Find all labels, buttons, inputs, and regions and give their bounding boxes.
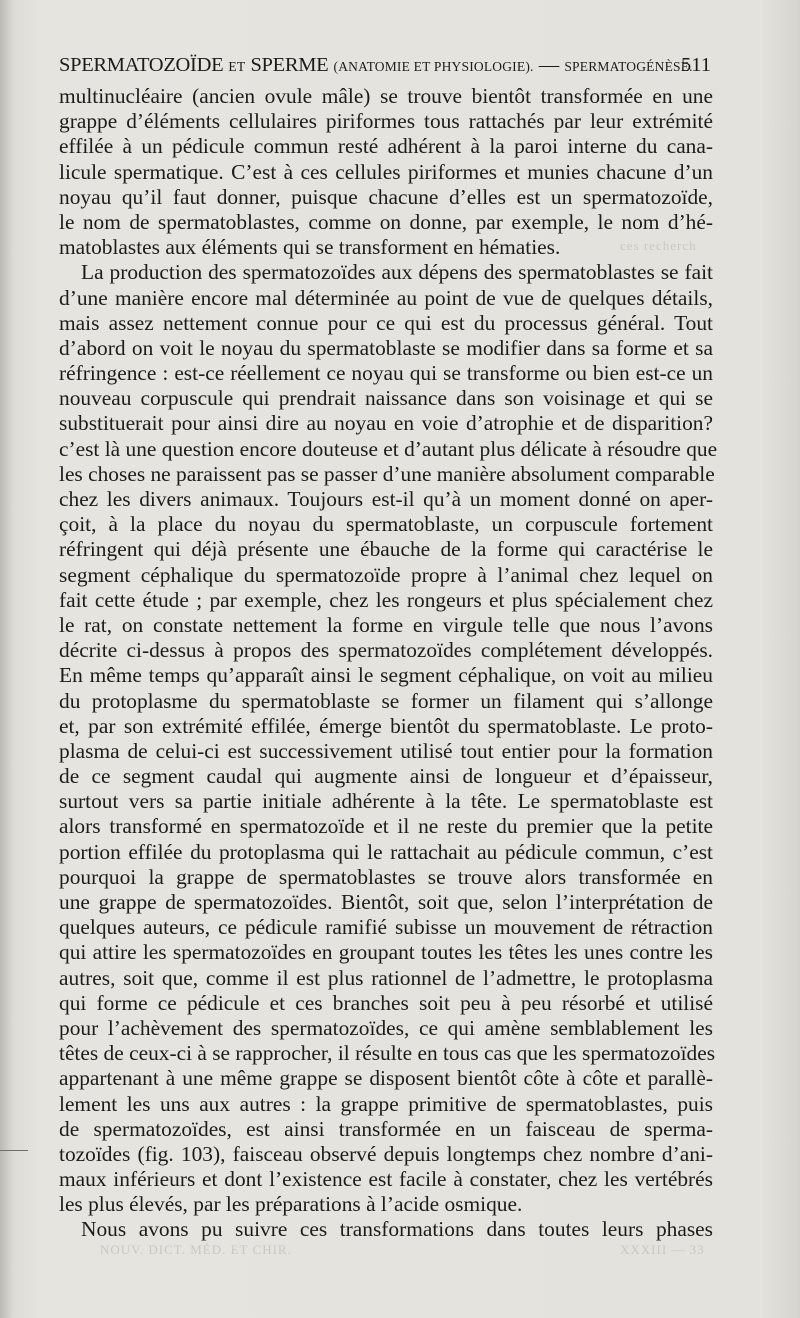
text-line: licule spermatique. C’est à ces cellules piriformes et munies chacune d’un [59,159,713,184]
text-line: têtes de ceux-ci à se rapprocher, il résulte en tous cas que les spermatozoïdes [59,1041,716,1066]
text-line: portion effilée du protoplasma qui le rattachait au pédicule commun, c’est [59,839,713,864]
text-line: maux inférieurs et dont l’existence est facile à constater, chez les vertébrés [59,1167,713,1192]
text-line: multinucléaire (ancien ovule mâle) se trouve bientôt transformée en une [59,84,713,108]
text-line: grappe d’éléments cellulaires piriformes tous rattachés par leur extrémité [59,109,713,134]
text-line: d’une manière encore mal déterminée au point de vue de quelques détails, [59,285,713,310]
text-line: du protoplasme du spermatoblaste se former un filament qui s’allonge [59,688,713,713]
text-line: effilée à un pédicule commun resté adhérent à la paroi interne du cana- [59,134,713,159]
header-title-part2: SPERME [250,54,329,76]
text-line: Nous avons pu suivre ces transformations dans toutes leurs phases [81,1217,713,1242]
text-line: une grappe de spermatozoïdes. Bientôt, soit que, selon l’interprétation de [59,890,713,914]
text-line: autres, soit que, comme il est plus rationnel de l’admettre, le protoplasma [59,965,713,990]
text-line: qui attire les spermatozoïdes en groupant toutes les têtes les unes contre les [59,940,713,965]
running-header [59,50,711,80]
bleed-through-text: XXXIII — 33 [620,1242,705,1257]
text-line: segment céphalique du spermatozoïde propre à l’animal chez lequel on [59,562,713,587]
text-line: appartenant à une même grappe se disposent bientôt côte à côte et parallè- [59,1066,713,1091]
text-line: les choses ne paraissent pas se passer d’une manière absolument comparable [59,461,715,486]
text-line: alors transformé en spermatozoïde et il ne reste du premier que la petite [59,814,713,839]
paragraph [59,1217,713,1242]
text-line: fait cette étude ; par exemple, chez les rongeurs et plus spécialement chez [59,587,713,612]
text-line: d’abord on voit le noyau du spermatoblaste se modifier dans sa forme et sa [59,335,713,360]
text-line: c’est là une question encore douteuse et d’autant plus délicate à résoudre que [59,436,718,461]
text-line: le rat, on constate nettement la forme en virgule telle que nous l’avons [59,612,713,637]
text-line: lement les uns aux autres : la grappe primitive de spermatoblastes, puis [59,1091,713,1116]
text-line: de spermatozoïdes, est ainsi transformée en un faisceau de sperma- [59,1116,713,1141]
text-line: décrite ci-dessus à propos des spermatozoïdes complétement développés. [59,638,713,663]
paragraph [59,260,718,1217]
text-line: La production des spermatozoïdes aux dépens des spermatoblastes se fait [81,260,713,285]
text-line: et, par son extrémité effilée, émerge bientôt du spermatoblaste. Le proto- [59,713,713,738]
text-line: mais assez nettement connue pour ce qui est du processus général. Tout [59,310,713,335]
text-line: de ce segment caudal qui augmente ainsi de longueur et d’épaisseur, [59,764,713,789]
text-line: réfringence : est-ce réellement ce noyau qui se transforme ou bien est-ce un [59,361,713,386]
text-line: qui forme ce pédicule et ces branches soit peu à peu résorbé et utilisé [59,990,713,1015]
header-et: ET [228,59,246,74]
text-line: réfringent qui déjà présente une ébauche de la forme qui caractérise le [59,537,713,562]
margin-mark [0,1150,28,1151]
text-line: En même temps qu’apparaît ainsi le segment céphalique, on voit au milieu [59,663,713,688]
body-text [59,84,718,1243]
header-dash: — [538,54,560,76]
bleed-through-text: NOUV. DICT. MÉD. ET CHIR. [100,1242,292,1257]
paragraph [59,84,713,260]
text-line: quelques auteurs, ce pédicule ramifié subisse un mouvement de rétraction [59,915,713,940]
text-line: plasma de celui-ci est successivement utilisé tout entier pour la formation [59,738,713,763]
text-line: çoit, à la place du noyau du spermatoblaste, un corpuscule fortement [59,512,713,537]
text-line: substituerait pour ainsi dire au noyau en voie d’atrophie et de disparition? [59,411,713,436]
header-subject: SPERMATOGÉNÈSE. [564,59,693,74]
text-line: pour l’achèvement des spermatozoïdes, ce qui amène semblablement les [59,1015,713,1040]
text-line: noyau qu’il faut donner, puisque chacune d’elles est un spermatozoïde, [59,184,713,209]
text-line: pourquoi la grappe de spermatoblastes se trouve alors transformée en [59,864,713,889]
text-line: les plus élevés, par les préparations à l’acide osmique. [59,1192,523,1217]
text-line: matoblastes aux éléments qui se transforment en hématies. [59,235,561,260]
header-title-part1: SPERMATOZOÏDE [59,54,224,76]
text-line: surtout vers sa partie initiale adhérente à la tête. Le spermatoblaste est [59,789,713,814]
text-line: le nom de spermatoblastes, comme on donne, par exemple, le nom d’hé- [59,209,713,234]
text-line: chez les divers animaux. Toujours est-il qu’à un moment donné on aper- [59,487,713,511]
text-line: nouveau corpuscule qui prendrait naissance dans son voisinage et qui se [59,386,713,411]
page-number: 511 [681,54,711,76]
header-section: (ANATOMIE ET PHYSIOLOGIE). [333,59,534,74]
bleed-through-text: ces recherch [620,238,697,253]
text-line: tozoïdes (fig. 103), faisceau observé depuis longtemps chez nombre d’ani- [59,1141,713,1166]
